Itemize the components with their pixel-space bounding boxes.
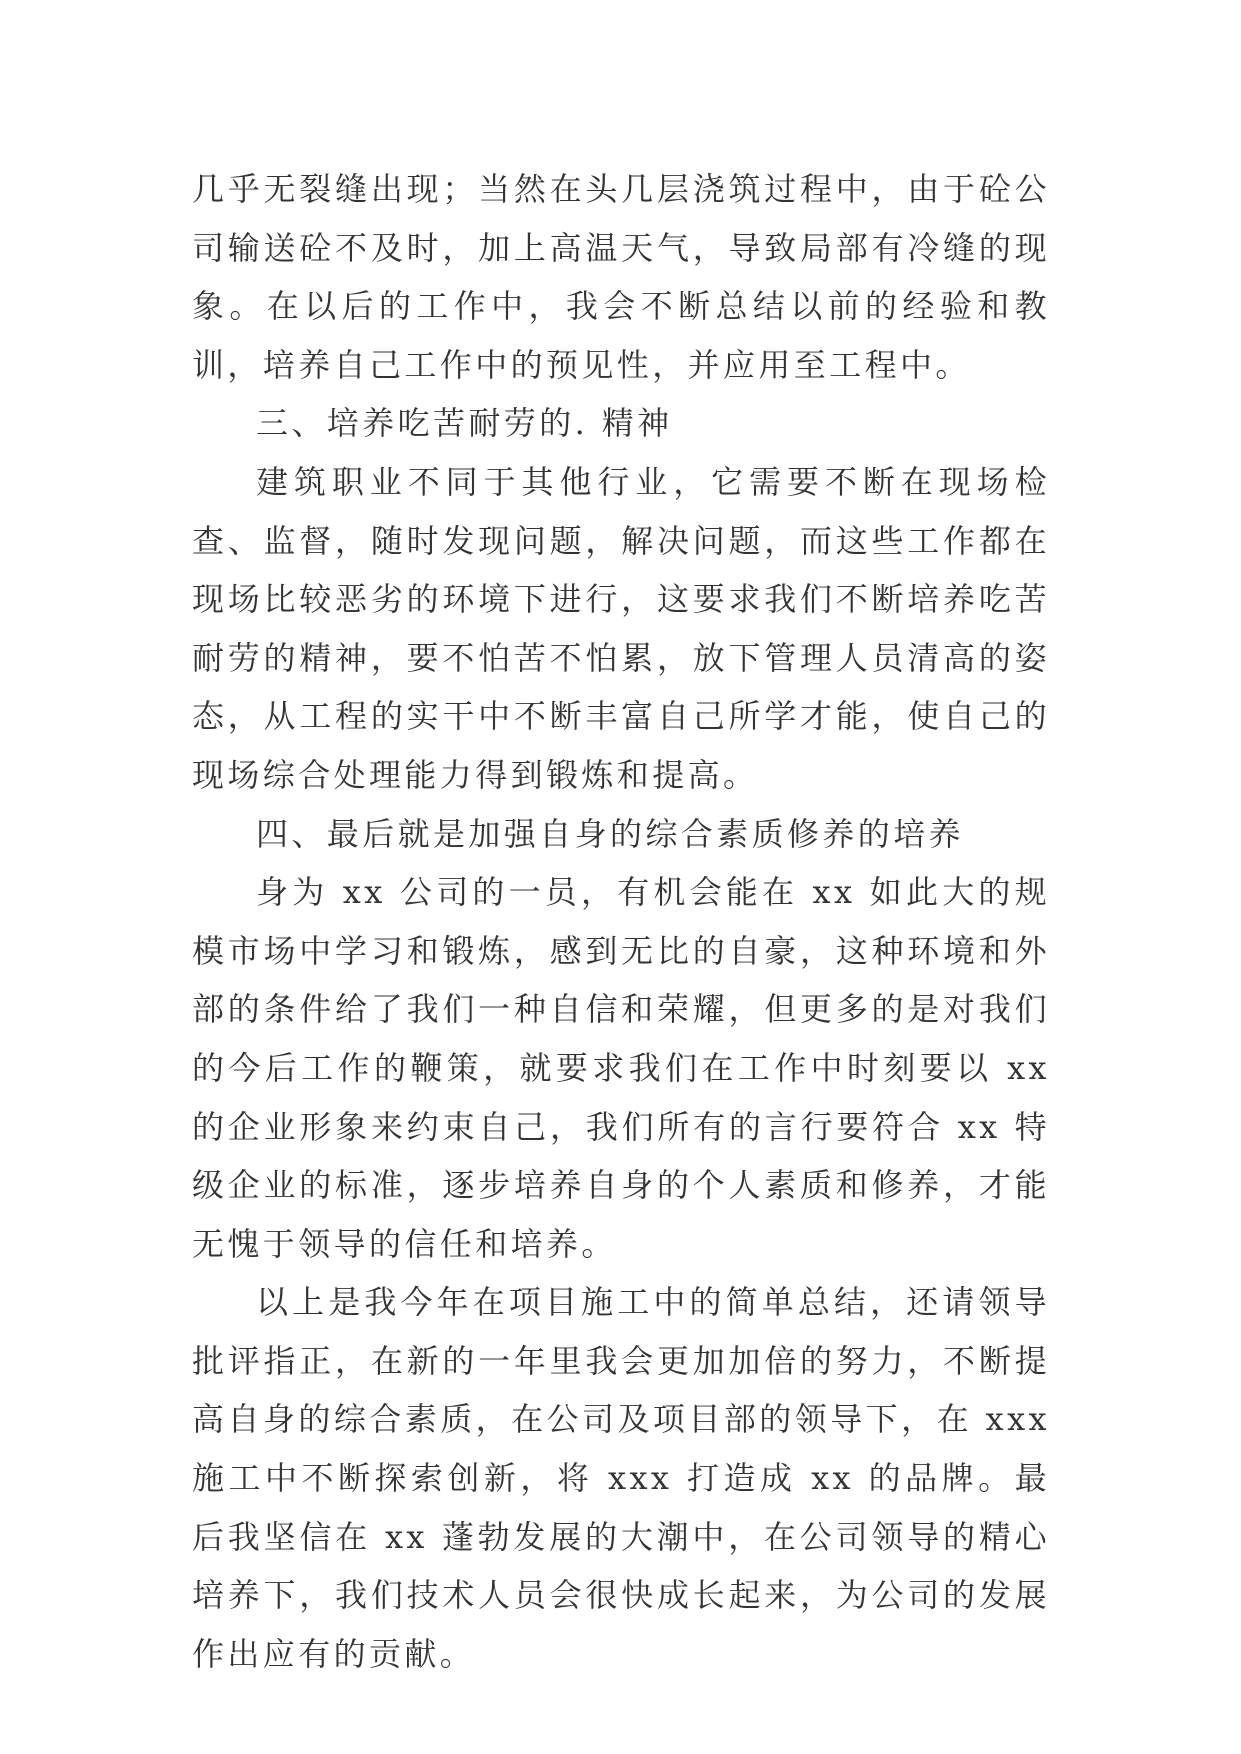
section-heading-3: 三、培养吃苦耐劳的. 精神 [256,404,673,443]
paragraph-conclusion: 以上是我今年在项目施工中的简单总结，还请领导批评指正，在新的一年里我会更加加倍的努力，不断提高自身的综合素质，在公司及项目部的领导下，在 xxx 施工中不断探索创新，将 xxx 打造成 xx 的品牌。最后我坚信在 xx 蓬勃发展的大潮中，在公司领导的精心培养下，我们技术人员会很快成长起来，为公司的发展作出应有的贡献。 [192,1283,1050,1673]
section-heading-4: 四、最后就是加强自身的综合素质修养的培养 [256,814,965,853]
document-body [192,160,1050,1683]
paragraph-continuation: 几乎无裂缝出现；当然在头几层浇筑过程中，由于砼公司输送砼不及时，加上高温天气，导致局部有冷缝的现象。在以后的工作中，我会不断总结以前的经验和教训，培养自己工作中的预见性，并应用至工程中。 [192,170,1050,384]
paragraph-hardship: 建筑职业不同于其他行业，它需要不断在现场检查、监督，随时发现问题，解决问题，而这些工作都在现场比较恶劣的环境下进行，这要求我们不断培养吃苦耐劳的精神，要不怕苦不怕累，放下管理人员清高的姿态，从工程的实干中不断丰富自己所学才能，使自己的现场综合处理能力得到锻炼和提高。 [192,462,1050,794]
paragraph-self-cultivation: 身为 xx 公司的一员，有机会能在 xx 如此大的规模市场中学习和锻炼，感到无比的自豪，这种环境和外部的条件给了我们一种自信和荣耀，但更多的是对我们的今后工作的鞭策，就要求我们在工作中时刻要以 xx 的企业形象来约束自己，我们所有的言行要符合 xx 特级企业的标准，逐步培养自身的个人素质和修养，才能无愧于领导的信任和培养。 [192,873,1050,1263]
